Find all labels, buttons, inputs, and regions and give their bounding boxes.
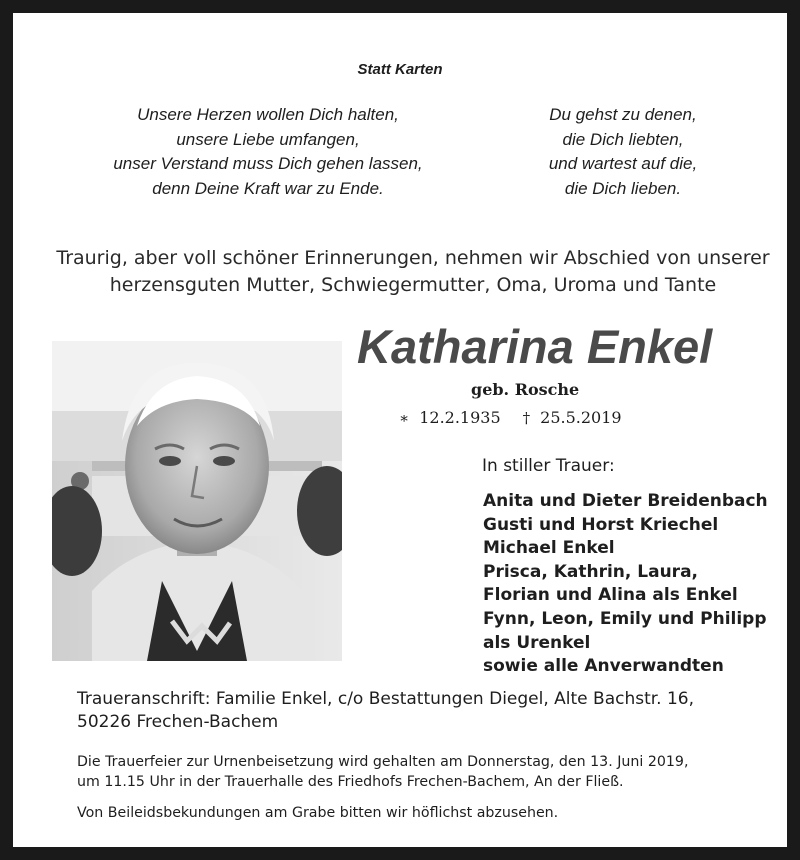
address-line: Traueranschrift: Familie Enkel, c/o Bestattungen Diegel, Alte Bachstr. 16, bbox=[77, 689, 695, 709]
poem-left-line: unser Verstand muss Dich gehen lassen, bbox=[113, 154, 423, 173]
birth-date: 12.2.1935 bbox=[419, 408, 501, 427]
portrait-image bbox=[52, 341, 342, 661]
poem-right-line: Du gehst zu denen, bbox=[549, 105, 697, 124]
mourner-line: Anita und Dieter Breidenbach bbox=[483, 491, 768, 511]
life-dates bbox=[399, 408, 622, 427]
mourner-line: Fynn, Leon, Emily und Philipp bbox=[483, 608, 767, 629]
poem-right-line: die Dich lieben. bbox=[564, 178, 682, 198]
service-line: um 11.15 Uhr in der Trauerhalle des Friedhofs Frechen-Bachem, An der Fließ. bbox=[77, 774, 624, 790]
poem-left-line: unsere Liebe umfangen, bbox=[176, 129, 360, 149]
poem-right-line: die Dich liebten, bbox=[562, 129, 684, 149]
intro-line: Traurig, aber voll schöner Erinnerungen, nehmen wir Abschied von unserer bbox=[56, 247, 770, 269]
mourner-line: Michael Enkel bbox=[483, 538, 615, 559]
mourner-line: Florian und Alina als Enkel bbox=[483, 585, 738, 606]
deceased-name: Katharina Enkel bbox=[357, 320, 713, 373]
poem-left-line: Unsere Herzen wollen Dich halten, bbox=[137, 105, 399, 124]
mourners-list bbox=[483, 490, 768, 679]
portrait-photo bbox=[52, 341, 342, 661]
mourner-line: als Urenkel bbox=[483, 632, 591, 653]
intro-line: herzensguten Mutter, Schwiegermutter, Oma, Uroma und Tante bbox=[109, 274, 717, 296]
maiden-name: geb. Rosche bbox=[471, 380, 580, 399]
header-statt-karten: Statt Karten bbox=[357, 61, 443, 78]
poem-left-line: denn Deine Kraft war zu Ende. bbox=[152, 178, 384, 198]
poem-right-line: und wartest auf die, bbox=[548, 154, 698, 173]
birth-star-icon: ∗ bbox=[399, 409, 410, 427]
service-line: Die Trauerfeier zur Urnenbeisetzung wird gehalten am Donnerstag, den 13. Juni 2019, bbox=[77, 754, 689, 770]
mourning-address bbox=[77, 688, 694, 734]
mourner-line: sowie alle Anverwandten bbox=[483, 656, 724, 677]
mourner-line: Prisca, Kathrin, Laura, bbox=[483, 561, 698, 582]
service-details bbox=[77, 752, 688, 792]
mourners-label: In stiller Trauer: bbox=[482, 456, 615, 476]
condolence-note: Von Beileidsbekundungen am Grabe bitten wir höflichst abzusehen. bbox=[77, 805, 559, 821]
mourner-line: Gusti und Horst Kriechel bbox=[483, 514, 719, 535]
death-cross-icon: † bbox=[522, 409, 531, 427]
death-date: 25.5.2019 bbox=[540, 408, 622, 427]
poem-left bbox=[73, 103, 463, 201]
intro-text bbox=[43, 245, 783, 299]
address-line: 50226 Frechen-Bachem bbox=[77, 712, 279, 732]
poem-right bbox=[493, 103, 753, 201]
